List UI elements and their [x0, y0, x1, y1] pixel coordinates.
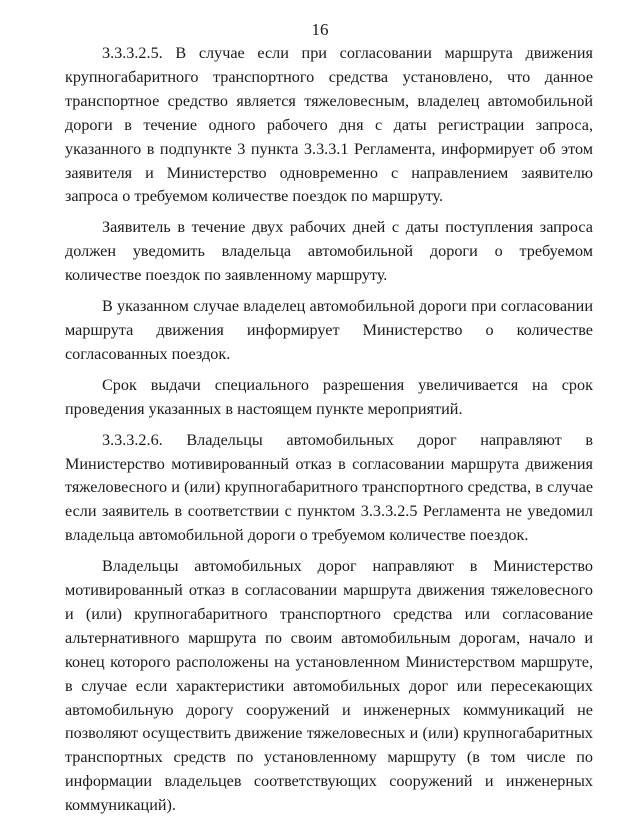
- paragraph-3-3-3-2-5: 3.3.3.2.5. В случае если при согласовании маршрута движения крупногабаритного транспортного средства установлено, что данное транспортное средство является тяжеловесным, владелец автомобильной дороги в течение одного рабочего дня с даты регистрации запроса, указанного в подпункте 3 пункта 3.3.3.1 Регламента, информирует об этом заявителя и Министерство одновременно с направлением заявителю запроса о требуемом количестве поездок по маршруту.: [65, 44, 593, 206]
- paragraph-applicant-notice: Заявитель в течение двух рабочих дней с даты поступления запроса должен уведомить владельца автомобильной дороги о требуемом количестве поездок по заявленному маршруту.: [65, 218, 593, 285]
- document-body: [65, 42, 593, 825]
- page-number: 16: [311, 20, 329, 39]
- paragraph-permit-term: Срок выдачи специального разрешения увеличивается на срок проведения указанных в настоящем пункте мероприятий.: [65, 375, 593, 418]
- paragraph-3-3-3-2-6: 3.3.3.2.6. Владельцы автомобильных дорог направляют в Министерство мотивированный отказ в согласовании маршрута движения тяжеловесного и (или) крупногабаритного транспортного средства, в случае если заявитель в соответствии с пунктом 3.3.3.2.5 Регламента не уведомил владельца автомобильной дороги о требуемом количестве поездок.: [65, 430, 593, 545]
- paragraph-refusal-conditions: Владельцы автомобильных дорог направляют в Министерство мотивированный отказ в согласовании маршрута движения тяжеловесного и (или) крупногабаритного транспортного средства или согласование альтернативного маршрута по своим автомобильным дорогам, начало и конец которого расположены на установленном Министерством маршруте, в случае если характеристики автомобильных дорог или пересекающих автомобильную дорогу сооружений и инженерных коммуникаций не позволяют осуществить движение тяжеловесных и (или) крупногабаритных транспортных средств по установленному маршруту (в том числе по информации владельцев соответствующих сооружений и инженерных коммуникаций).: [65, 557, 593, 815]
- paragraph-owner-informs: В указанном случае владелец автомобильной дороги при согласовании маршрута движения информирует Министерство о количестве согласованных поездок.: [65, 297, 593, 363]
